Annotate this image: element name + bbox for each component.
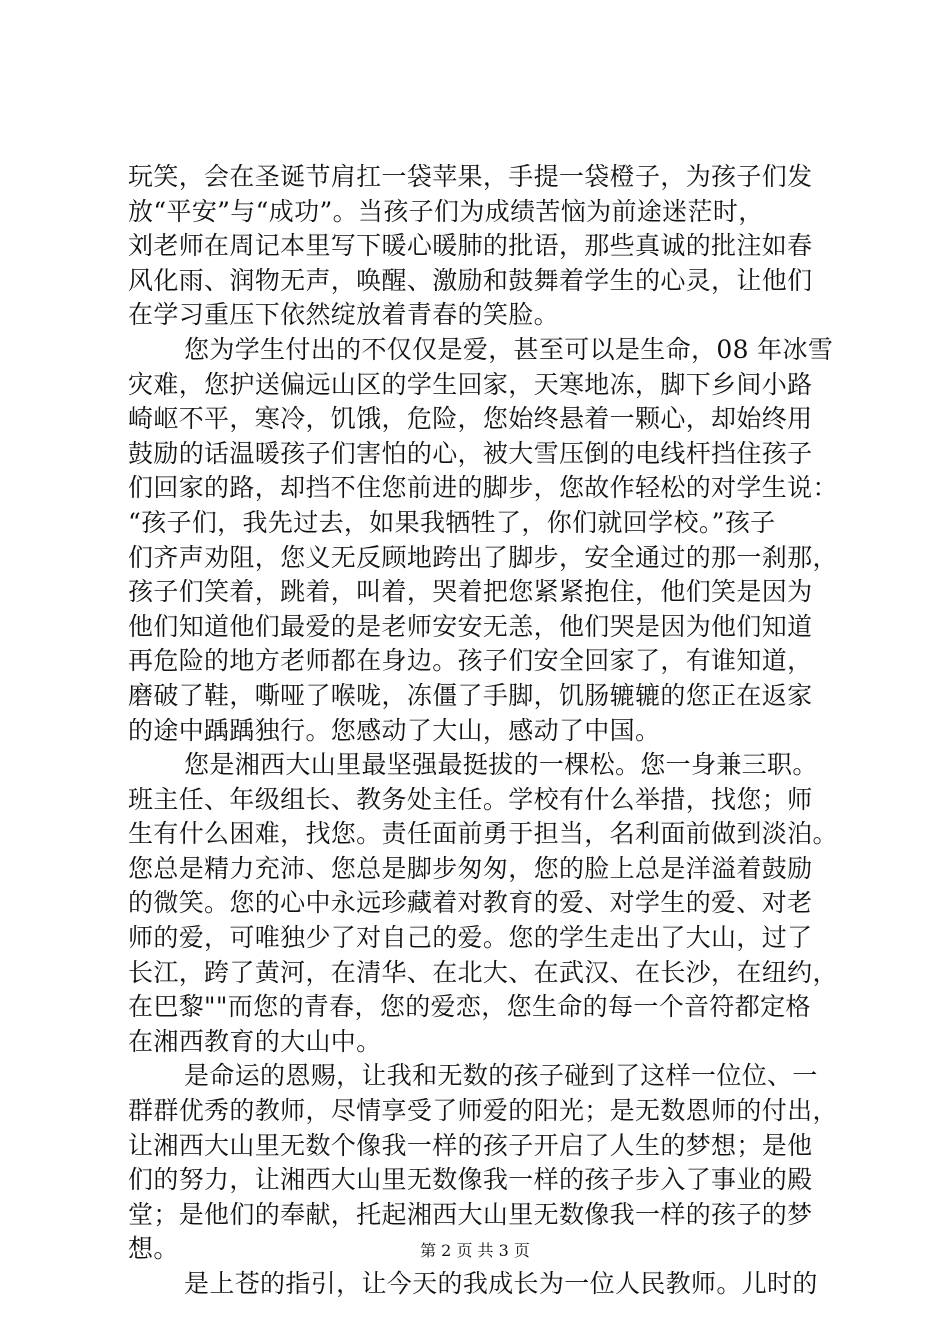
text-line: 刘老师在周记本里写下暖心暖肺的批语，那些真诚的批注如春 bbox=[128, 231, 813, 261]
text-line: 生有什么困难，找您。责任面前勇于担当，名利面前做到淡泊。 bbox=[128, 819, 838, 849]
text-line: 他们知道他们最爱的是老师安安无恙，他们哭是因为他们知道 bbox=[128, 611, 813, 641]
text-line: 崎岖不平，寒冷，饥饿，危险，您始终悬着一颗心，却始终用 bbox=[128, 404, 813, 434]
paragraph-start-line: 您为学生付出的不仅仅是爱，甚至可以是生命，08 年冰雪 bbox=[184, 334, 834, 364]
paragraph-start-line: 是命运的恩赐，让我和无数的孩子碰到了这样一位位、一 bbox=[184, 1061, 818, 1091]
text-line: 您总是精力充沛、您总是脚步匆匆，您的脸上总是洋溢着鼓励 bbox=[128, 853, 813, 883]
text-line: 堂；是他们的奉献，托起湘西大山里无数像我一样的孩子的梦 bbox=[128, 1199, 813, 1229]
body-text bbox=[128, 160, 838, 1302]
text-line: 在巴黎""而您的青春，您的爱恋，您生命的每一个音符都定格 bbox=[128, 992, 811, 1022]
text-line: 的途中踽踽独行。您感动了大山，感动了中国。 bbox=[128, 715, 661, 745]
text-line: 在学习重压下依然绽放着青春的笑脸。 bbox=[128, 300, 559, 330]
paragraph-start-line: 您是湘西大山里最坚强最挺拔的一棵松。您一身兼三职。 bbox=[184, 750, 818, 780]
text-line: 灾难，您护送偏远山区的学生回家，天寒地冻，脚下乡间小路 bbox=[128, 369, 813, 399]
text-line: 风化雨、润物无声，唤醒、激励和鼓舞着学生的心灵，让他们 bbox=[128, 265, 813, 295]
page-footer bbox=[0, 1241, 950, 1261]
text-line: 孩子们笑着，跳着，叫着，哭着把您紧紧抱住，他们笑是因为 bbox=[128, 577, 813, 607]
text-line: 们齐声劝阻，您义无反顾地跨出了脚步，安全通过的那一刹那， bbox=[128, 542, 838, 572]
text-line: 的微笑。您的心中永远珍藏着对教育的爱、对学生的爱、对老 bbox=[128, 888, 813, 918]
text-line: 长江，跨了黄河，在清华、在北大、在武汉、在长沙，在纽约， bbox=[128, 957, 838, 987]
text-line: 群群优秀的教师，尽情享受了师爱的阳光；是无数恩师的付出， bbox=[128, 1096, 838, 1126]
text-line: 师的爱，可唯独少了对自己的爱。您的学生走出了大山，过了 bbox=[128, 923, 813, 953]
text-line: 们的努力，让湘西大山里无数像我一样的孩子步入了事业的殿 bbox=[128, 1165, 813, 1195]
text-line: 让湘西大山里无数个像我一样的孩子开启了人生的梦想；是他 bbox=[128, 1130, 813, 1160]
text-line: 再危险的地方老师都在身边。孩子们安全回家了，有谁知道， bbox=[128, 646, 813, 676]
text-line: 玩笑，会在圣诞节肩扛一袋苹果，手提一袋橙子，为孩子们发 bbox=[128, 162, 813, 191]
text-line: 放“平安”与“成功”。当孩子们为成绩苦恼为前途迷茫时， bbox=[128, 196, 764, 226]
text-line: 班主任、年级组长、教务处主任。学校有什么举措，找您；师 bbox=[128, 784, 813, 814]
text-line: 磨破了鞋，嘶哑了喉咙，冻僵了手脚，饥肠辘辘的您正在返家 bbox=[128, 680, 813, 710]
text-line: 在湘西教育的大山中。 bbox=[128, 1026, 382, 1056]
paragraph-start-line: 是上苍的指引，让今天的我成长为一位人民教师。儿时的 bbox=[184, 1269, 818, 1298]
text-line: 们回家的路，却挡不住您前进的脚步，您故作轻松的对学生说： bbox=[128, 473, 838, 503]
text-line: 鼓励的话温暖孩子们害怕的心，被大雪压倒的电线杆挡住孩子 bbox=[128, 438, 813, 468]
page-number-label: 第 2 页 共 3 页 bbox=[420, 1241, 530, 1260]
text-line: 想。 bbox=[128, 1234, 179, 1264]
text-line: “孩子们，我先过去，如果我牺牲了，你们就回学校。”孩子 bbox=[128, 507, 776, 537]
